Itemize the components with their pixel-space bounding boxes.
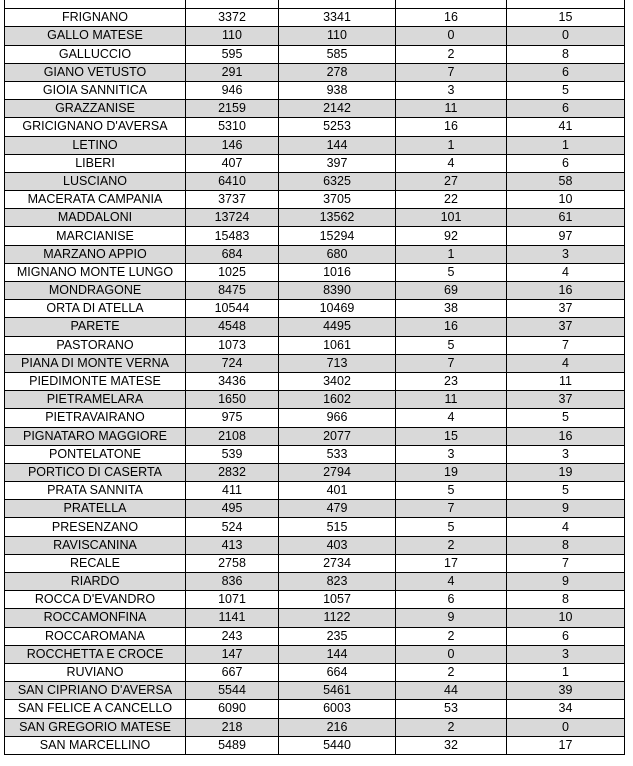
value-cell-3: 16 bbox=[396, 118, 507, 136]
value-cell-4: 8 bbox=[507, 45, 625, 63]
value-cell-1: 667 bbox=[186, 663, 279, 681]
value-cell-3: 4 bbox=[396, 409, 507, 427]
value-cell-1: 411 bbox=[186, 482, 279, 500]
value-cell-4: 0 bbox=[507, 27, 625, 45]
table-row bbox=[5, 318, 625, 336]
value-cell-4: 16 bbox=[507, 427, 625, 445]
value-cell-1: 595 bbox=[186, 45, 279, 63]
value-cell-4: 5 bbox=[507, 409, 625, 427]
value-cell-2: 10469 bbox=[279, 300, 396, 318]
table-row bbox=[5, 282, 625, 300]
value-cell-4: 61 bbox=[507, 209, 625, 227]
value-cell-2: 1057 bbox=[279, 591, 396, 609]
value-cell-3: 101 bbox=[396, 209, 507, 227]
value-cell-4: 10 bbox=[507, 609, 625, 627]
value-cell-4: 3 bbox=[507, 445, 625, 463]
value-cell-1: 110 bbox=[186, 27, 279, 45]
value-cell-3: 3 bbox=[396, 445, 507, 463]
table-row bbox=[5, 736, 625, 754]
municipality-cell: PIETRAMELARA bbox=[5, 391, 186, 409]
municipality-cell: LUSCIANO bbox=[5, 172, 186, 190]
value-cell-3: 2 bbox=[396, 536, 507, 554]
table-row bbox=[5, 118, 625, 136]
municipality-cell: PIEDIMONTE MATESE bbox=[5, 372, 186, 390]
value-cell-2: 938 bbox=[279, 81, 396, 99]
value-cell-2: 8390 bbox=[279, 282, 396, 300]
value-cell-1: 1025 bbox=[186, 263, 279, 281]
value-cell-3: 9 bbox=[396, 609, 507, 627]
value-cell-1: 8475 bbox=[186, 282, 279, 300]
table-row bbox=[5, 154, 625, 172]
value-cell-4: 3 bbox=[507, 645, 625, 663]
municipality-cell: GIANO VETUSTO bbox=[5, 63, 186, 81]
value-cell-1: 5544 bbox=[186, 682, 279, 700]
value-cell-1: 3372 bbox=[186, 9, 279, 27]
value-cell-2: 713 bbox=[279, 354, 396, 372]
value-cell-3: 16 bbox=[396, 9, 507, 27]
table-row bbox=[5, 591, 625, 609]
table-row bbox=[5, 63, 625, 81]
value-cell-1: 218 bbox=[186, 718, 279, 736]
value-cell-1: 147 bbox=[186, 645, 279, 663]
municipality-cell: PONTELATONE bbox=[5, 445, 186, 463]
value-cell-1: 407 bbox=[186, 154, 279, 172]
value-cell-2: 515 bbox=[279, 518, 396, 536]
value-cell-1: 1650 bbox=[186, 391, 279, 409]
value-cell-2: 966 bbox=[279, 409, 396, 427]
municipality-cell: SAN GREGORIO MATESE bbox=[5, 718, 186, 736]
value-cell-1: 1073 bbox=[186, 336, 279, 354]
municipality-cell: PIANA DI MONTE VERNA bbox=[5, 354, 186, 372]
table-row bbox=[5, 372, 625, 390]
value-cell-2: 403 bbox=[279, 536, 396, 554]
value-cell-3: 7 bbox=[396, 354, 507, 372]
table-row bbox=[5, 718, 625, 736]
value-cell-3: 0 bbox=[396, 645, 507, 663]
value-cell-3: 16 bbox=[396, 318, 507, 336]
value-cell-1: 10544 bbox=[186, 300, 279, 318]
value-cell-4: 34 bbox=[507, 700, 625, 718]
municipality-cell: RECALE bbox=[5, 554, 186, 572]
value-cell-3: 2 bbox=[396, 718, 507, 736]
value-cell-2: 6325 bbox=[279, 172, 396, 190]
municipality-cell: MONDRAGONE bbox=[5, 282, 186, 300]
table-row bbox=[5, 409, 625, 427]
municipality-cell: ROCCAMONFINA bbox=[5, 609, 186, 627]
value-cell-3: 17 bbox=[396, 554, 507, 572]
value-cell-2: 2794 bbox=[279, 463, 396, 481]
value-cell-1: 413 bbox=[186, 536, 279, 554]
table-row bbox=[5, 518, 625, 536]
value-cell-1: 5310 bbox=[186, 118, 279, 136]
value-cell-1: 684 bbox=[186, 245, 279, 263]
value-cell-3: 5 bbox=[396, 263, 507, 281]
municipality-cell: RIARDO bbox=[5, 573, 186, 591]
value-cell-4: 1 bbox=[507, 663, 625, 681]
value-cell-3: 11 bbox=[396, 100, 507, 118]
value-cell-1: 2108 bbox=[186, 427, 279, 445]
value-cell-2: 6003 bbox=[279, 700, 396, 718]
table-row bbox=[5, 336, 625, 354]
value-cell-3: 22 bbox=[396, 191, 507, 209]
value-cell-1: 495 bbox=[186, 500, 279, 518]
municipality-cell: PIGNATARO MAGGIORE bbox=[5, 427, 186, 445]
municipality-cell: PIETRAVAIRANO bbox=[5, 409, 186, 427]
value-cell-3: 5 bbox=[396, 336, 507, 354]
value-cell-3: 7 bbox=[396, 63, 507, 81]
municipality-cell: GRAZZANISE bbox=[5, 100, 186, 118]
municipality-cell: PASTORANO bbox=[5, 336, 186, 354]
municipality-cell: SAN FELICE A CANCELLO bbox=[5, 700, 186, 718]
value-cell-4: 37 bbox=[507, 318, 625, 336]
value-cell-4: 19 bbox=[507, 463, 625, 481]
value-cell-2: 235 bbox=[279, 627, 396, 645]
value-cell-4: 4 bbox=[507, 263, 625, 281]
municipality-cell: MARZANO APPIO bbox=[5, 245, 186, 263]
value-cell-3: 0 bbox=[396, 27, 507, 45]
value-cell-3: 38 bbox=[396, 300, 507, 318]
value-cell-3: 15 bbox=[396, 427, 507, 445]
value-cell-3: 19 bbox=[396, 463, 507, 481]
value-cell-2: 13562 bbox=[279, 209, 396, 227]
value-cell-1: 724 bbox=[186, 354, 279, 372]
value-cell-3: 2 bbox=[396, 663, 507, 681]
value-cell-1: 4548 bbox=[186, 318, 279, 336]
value-cell-1: 13724 bbox=[186, 209, 279, 227]
value-cell-1: 291 bbox=[186, 63, 279, 81]
value-cell-4: 0 bbox=[507, 718, 625, 736]
value-cell-4: 41 bbox=[507, 118, 625, 136]
value-cell-2: 3341 bbox=[279, 9, 396, 27]
table-row bbox=[5, 391, 625, 409]
value-cell-2: 2734 bbox=[279, 554, 396, 572]
value-cell-3: 27 bbox=[396, 172, 507, 190]
value-cell-4: 6 bbox=[507, 63, 625, 81]
value-cell-4: 4 bbox=[507, 518, 625, 536]
value-cell-2: 1602 bbox=[279, 391, 396, 409]
municipality-cell: ORTA DI ATELLA bbox=[5, 300, 186, 318]
value-cell-4: 6 bbox=[507, 627, 625, 645]
table-row bbox=[5, 263, 625, 281]
value-cell-3: 44 bbox=[396, 682, 507, 700]
municipality-cell: LIBERI bbox=[5, 154, 186, 172]
value-cell-2: 479 bbox=[279, 500, 396, 518]
value-cell-1: 1141 bbox=[186, 609, 279, 627]
value-cell-3: 92 bbox=[396, 227, 507, 245]
value-cell-1: 2159 bbox=[186, 100, 279, 118]
value-cell-3: 5 bbox=[396, 482, 507, 500]
value-cell-2: 278 bbox=[279, 63, 396, 81]
value-cell-2: 401 bbox=[279, 482, 396, 500]
value-cell-4: 6 bbox=[507, 154, 625, 172]
value-cell-4: 37 bbox=[507, 391, 625, 409]
value-cell-4: 58 bbox=[507, 172, 625, 190]
value-cell-4: 7 bbox=[507, 336, 625, 354]
value-cell-3: 5 bbox=[396, 518, 507, 536]
municipality-cell: GALLO MATESE bbox=[5, 27, 186, 45]
value-cell-1: 2758 bbox=[186, 554, 279, 572]
value-cell-4: 1 bbox=[507, 136, 625, 154]
table-row bbox=[5, 81, 625, 99]
table-row bbox=[5, 100, 625, 118]
municipality-cell: PARETE bbox=[5, 318, 186, 336]
value-cell-4: 9 bbox=[507, 573, 625, 591]
value-cell-2: 823 bbox=[279, 573, 396, 591]
municipality-cell: SAN CIPRIANO D'AVERSA bbox=[5, 682, 186, 700]
table-row bbox=[5, 554, 625, 572]
value-cell-4: 37 bbox=[507, 300, 625, 318]
value-cell-4: 39 bbox=[507, 682, 625, 700]
value-cell-1: 146 bbox=[186, 136, 279, 154]
value-cell-2: 585 bbox=[279, 45, 396, 63]
value-cell-4: 9 bbox=[507, 500, 625, 518]
value-cell-1: 975 bbox=[186, 409, 279, 427]
value-cell-3: 53 bbox=[396, 700, 507, 718]
value-cell-2: 5253 bbox=[279, 118, 396, 136]
table-row bbox=[5, 300, 625, 318]
table-row bbox=[5, 172, 625, 190]
value-cell-2: 533 bbox=[279, 445, 396, 463]
value-cell-1: 6090 bbox=[186, 700, 279, 718]
municipality-cell: PRESENZANO bbox=[5, 518, 186, 536]
value-cell-3: 23 bbox=[396, 372, 507, 390]
table-row bbox=[5, 645, 625, 663]
value-cell-4: 97 bbox=[507, 227, 625, 245]
municipality-cell: GRICIGNANO D'AVERSA bbox=[5, 118, 186, 136]
table-row bbox=[5, 136, 625, 154]
table-row bbox=[5, 463, 625, 481]
value-cell-2: 2077 bbox=[279, 427, 396, 445]
municipality-cell: MACERATA CAMPANIA bbox=[5, 191, 186, 209]
value-cell-4: 17 bbox=[507, 736, 625, 754]
value-cell-2: 110 bbox=[279, 27, 396, 45]
value-cell-3: 4 bbox=[396, 154, 507, 172]
value-cell-3: 11 bbox=[396, 391, 507, 409]
value-cell-1: 5489 bbox=[186, 736, 279, 754]
value-cell-2: 3402 bbox=[279, 372, 396, 390]
table-row bbox=[5, 9, 625, 27]
value-cell-2: 5440 bbox=[279, 736, 396, 754]
value-cell-2: 4495 bbox=[279, 318, 396, 336]
value-cell-3: 1 bbox=[396, 136, 507, 154]
value-cell-4: 15 bbox=[507, 9, 625, 27]
value-cell-2: 680 bbox=[279, 245, 396, 263]
municipality-cell: GIOIA SANNITICA bbox=[5, 81, 186, 99]
table-row bbox=[5, 209, 625, 227]
value-cell-2: 664 bbox=[279, 663, 396, 681]
municipality-cell: FRIGNANO bbox=[5, 9, 186, 27]
value-cell-3: 3 bbox=[396, 81, 507, 99]
table-row bbox=[5, 663, 625, 681]
table-row bbox=[5, 700, 625, 718]
municipality-cell: ROCCHETTA E CROCE bbox=[5, 645, 186, 663]
value-cell-3: 1 bbox=[396, 245, 507, 263]
value-cell-4: 8 bbox=[507, 591, 625, 609]
value-cell-2: 15294 bbox=[279, 227, 396, 245]
municipality-cell: PRATELLA bbox=[5, 500, 186, 518]
table-row bbox=[5, 536, 625, 554]
municipality-cell: ROCCAROMANA bbox=[5, 627, 186, 645]
table-row bbox=[5, 682, 625, 700]
value-cell-3: 2 bbox=[396, 627, 507, 645]
value-cell-1: 946 bbox=[186, 81, 279, 99]
municipality-cell: RAVISCANINA bbox=[5, 536, 186, 554]
table-row bbox=[5, 445, 625, 463]
table-body bbox=[5, 0, 625, 754]
value-cell-3: 4 bbox=[396, 573, 507, 591]
table-row bbox=[5, 609, 625, 627]
table-row bbox=[5, 45, 625, 63]
value-cell-4: 3 bbox=[507, 245, 625, 263]
data-table bbox=[4, 0, 625, 755]
value-cell-3: 7 bbox=[396, 500, 507, 518]
municipality-cell: PRATA SANNITA bbox=[5, 482, 186, 500]
value-cell-3: 6 bbox=[396, 591, 507, 609]
value-cell-4: 11 bbox=[507, 372, 625, 390]
municipality-cell: MIGNANO MONTE LUNGO bbox=[5, 263, 186, 281]
table-row bbox=[5, 627, 625, 645]
municipality-cell: SAN MARCELLINO bbox=[5, 736, 186, 754]
table-row bbox=[5, 191, 625, 209]
value-cell-3: 69 bbox=[396, 282, 507, 300]
table-row bbox=[5, 500, 625, 518]
municipality-cell: PORTICO DI CASERTA bbox=[5, 463, 186, 481]
table-row bbox=[5, 482, 625, 500]
table-row bbox=[5, 427, 625, 445]
value-cell-1: 2832 bbox=[186, 463, 279, 481]
value-cell-4: 7 bbox=[507, 554, 625, 572]
municipality-cell: ROCCA D'EVANDRO bbox=[5, 591, 186, 609]
value-cell-4: 16 bbox=[507, 282, 625, 300]
value-cell-2: 1016 bbox=[279, 263, 396, 281]
value-cell-2: 3705 bbox=[279, 191, 396, 209]
municipality-cell: MADDALONI bbox=[5, 209, 186, 227]
municipality-cell: LETINO bbox=[5, 136, 186, 154]
value-cell-4: 4 bbox=[507, 354, 625, 372]
value-cell-2: 144 bbox=[279, 645, 396, 663]
value-cell-1: 6410 bbox=[186, 172, 279, 190]
value-cell-3: 2 bbox=[396, 45, 507, 63]
value-cell-4: 6 bbox=[507, 100, 625, 118]
value-cell-1: 836 bbox=[186, 573, 279, 591]
value-cell-4: 10 bbox=[507, 191, 625, 209]
table-row bbox=[5, 354, 625, 372]
value-cell-2: 397 bbox=[279, 154, 396, 172]
table-row-partial bbox=[5, 0, 625, 9]
table-row bbox=[5, 245, 625, 263]
municipality-cell: MARCIANISE bbox=[5, 227, 186, 245]
table-row bbox=[5, 227, 625, 245]
value-cell-1: 539 bbox=[186, 445, 279, 463]
value-cell-1: 15483 bbox=[186, 227, 279, 245]
value-cell-2: 216 bbox=[279, 718, 396, 736]
value-cell-2: 2142 bbox=[279, 100, 396, 118]
municipality-cell: RUVIANO bbox=[5, 663, 186, 681]
value-cell-2: 1122 bbox=[279, 609, 396, 627]
value-cell-1: 243 bbox=[186, 627, 279, 645]
table-row bbox=[5, 573, 625, 591]
value-cell-3: 32 bbox=[396, 736, 507, 754]
table-row bbox=[5, 27, 625, 45]
value-cell-1: 524 bbox=[186, 518, 279, 536]
municipality-cell: GALLUCCIO bbox=[5, 45, 186, 63]
value-cell-1: 1071 bbox=[186, 591, 279, 609]
value-cell-2: 144 bbox=[279, 136, 396, 154]
value-cell-1: 3737 bbox=[186, 191, 279, 209]
value-cell-2: 1061 bbox=[279, 336, 396, 354]
value-cell-4: 5 bbox=[507, 81, 625, 99]
value-cell-4: 8 bbox=[507, 536, 625, 554]
value-cell-2: 5461 bbox=[279, 682, 396, 700]
value-cell-1: 3436 bbox=[186, 372, 279, 390]
value-cell-4: 5 bbox=[507, 482, 625, 500]
